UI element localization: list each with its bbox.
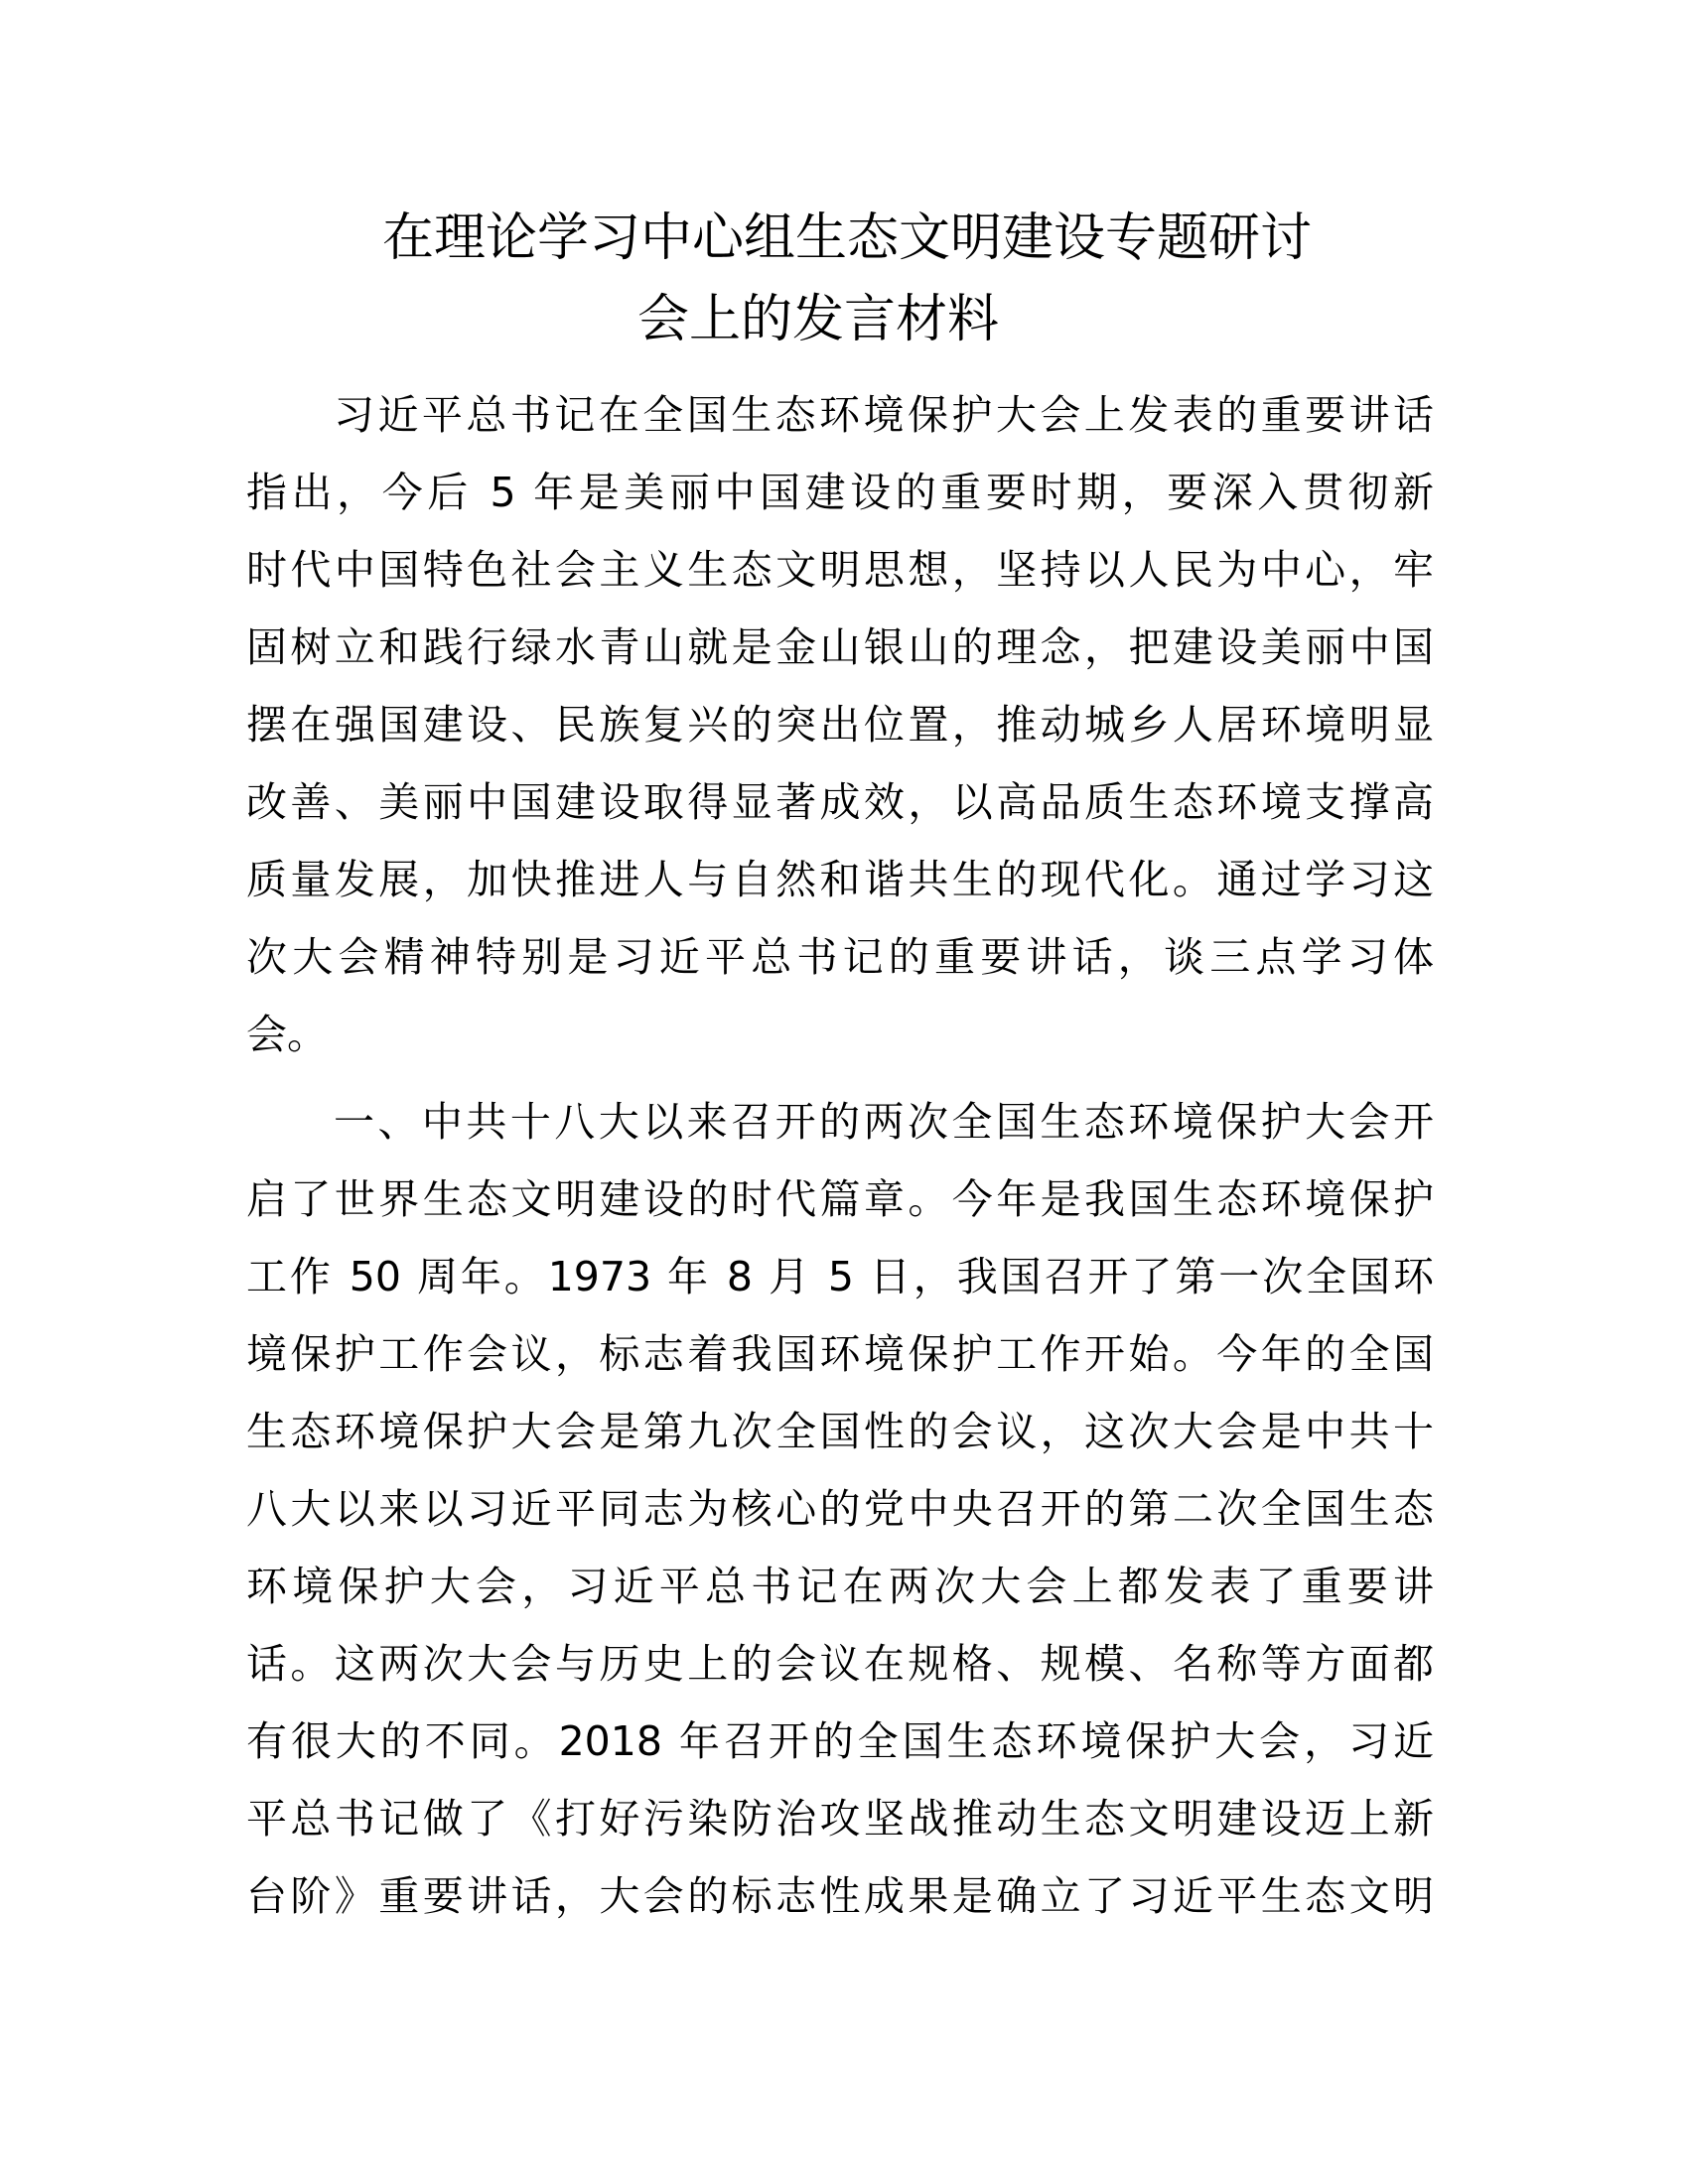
paragraph-2-line-3: 工作 50 周年。1973 年 8 月 5 日，我国召开了第一次全国环	[246, 1253, 1434, 1300]
paragraph-1-line-9: 会。	[246, 1011, 328, 1058]
paragraph-2-line-5: 生态环境保护大会是第九次全国性的会议，这次大会是中共十	[246, 1408, 1434, 1455]
paragraph-2-line-11: 台阶》重要讲话，大会的标志性成果是确立了习近平生态文明	[246, 1872, 1434, 1920]
document-title-line-1: 在理论学习中心组生态文明建设专题研讨	[382, 208, 1313, 268]
paragraph-1-line-4: 固树立和践行绿水青山就是金山银山的理念，把建设美丽中国	[246, 623, 1434, 671]
paragraph-2-line-1: 一、中共十八大以来召开的两次全国生态环境保护大会开	[334, 1098, 1434, 1146]
paragraph-1-line-5: 摆在强国建设、民族复兴的突出位置，推动城乡人居环境明显	[246, 701, 1434, 749]
paragraph-2-line-7: 环境保护大会，习近平总书记在两次大会上都发表了重要讲	[246, 1563, 1434, 1610]
paragraph-1-line-7: 质量发展，加快推进人与自然和谐共生的现代化。通过学习这	[246, 856, 1434, 903]
paragraph-2-line-4: 境保护工作会议，标志着我国环境保护工作开始。今年的全国	[246, 1330, 1434, 1378]
paragraph-1-line-2: 指出，今后 5 年是美丽中国建设的重要时期，要深入贯彻新	[246, 469, 1434, 516]
paragraph-2-line-2: 启了世界生态文明建设的时代篇章。今年是我国生态环境保护	[246, 1175, 1434, 1223]
paragraph-2-line-10: 平总书记做了《打好污染防治攻坚战推动生态文明建设迈上新	[246, 1795, 1434, 1843]
paragraph-1-line-1: 习近平总书记在全国生态环境保护大会上发表的重要讲话	[334, 391, 1434, 439]
paragraph-1-line-8: 次大会精神特别是习近平总书记的重要讲话，谈三点学习体	[246, 933, 1434, 981]
paragraph-2-line-6: 八大以来以习近平同志为核心的党中央召开的第二次全国生态	[246, 1485, 1434, 1533]
paragraph-2-line-8: 话。这两次大会与历史上的会议在规格、规模、名称等方面都	[246, 1640, 1434, 1688]
paragraph-2-line-9: 有很大的不同。2018 年召开的全国生态环境保护大会，习近	[246, 1717, 1434, 1765]
paragraph-1-line-6: 改善、美丽中国建设取得显著成效，以高品质生态环境支撑高	[246, 778, 1434, 826]
document-title-line-2: 会上的发言材料	[637, 290, 1000, 349]
paragraph-1-line-3: 时代中国特色社会主义生态文明思想，坚持以人民为中心，牢	[246, 546, 1434, 594]
